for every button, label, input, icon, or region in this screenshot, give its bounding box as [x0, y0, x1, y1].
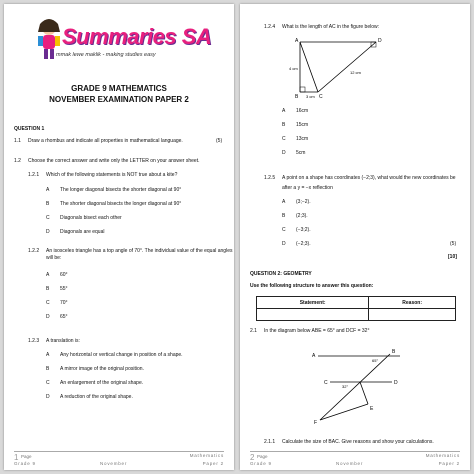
footer-paper: Paper 2: [438, 461, 460, 466]
page-footer: [250, 451, 460, 466]
angle-65: 65°: [372, 358, 379, 363]
q2-instruction: Use the following structure to answer this question:: [250, 283, 374, 289]
side-3cm: 3 cm: [306, 94, 315, 99]
footer-paper: Paper 2: [202, 461, 224, 466]
page-1: [4, 4, 234, 470]
option-text: 70°: [60, 300, 68, 306]
q1-2-4-num: 1.2.4: [264, 24, 276, 30]
footer-subject: Mathematics: [425, 453, 460, 458]
q1-2-3-text: A translation is:: [46, 338, 80, 344]
q1-1-text: Draw a rhombus and indicate all properties in mathematical language.: [28, 138, 183, 144]
footer-subject: Mathematics: [189, 453, 224, 458]
label-F: F: [314, 420, 318, 426]
statement-column-header: Statement:: [257, 297, 369, 309]
option-text: 55°: [60, 286, 68, 292]
option-letter: A: [46, 272, 50, 278]
doc-title-line1: GRADE 9 MATHEMATICS: [71, 84, 167, 93]
option-text: (3;−2).: [296, 199, 311, 205]
option-text: Diagonals are equal: [60, 229, 105, 235]
q1-2-5-num: 1.2.5: [264, 175, 276, 181]
q1-2-2-text-cont: will be:: [46, 255, 62, 261]
label-D: D: [378, 38, 382, 44]
option-text: An enlargement of the original shape.: [60, 380, 144, 386]
option-text: 15cm: [296, 122, 309, 128]
q2-1-num: 2.1: [250, 328, 257, 334]
q2-1-1-num: 2.1.1: [264, 439, 276, 445]
reason-column-header: Reason:: [369, 297, 456, 309]
option-text: 16cm: [296, 108, 309, 114]
footer-grade: Grade 9: [250, 461, 272, 466]
q1-2-marks: (5): [450, 241, 457, 247]
side-4cm: 4 cm: [289, 66, 298, 71]
page-footer: [14, 451, 224, 466]
statement-cell: [257, 309, 369, 321]
option-letter: D: [46, 229, 50, 235]
q1-2-num: 1.2: [14, 158, 21, 164]
question-1-heading: QUESTION 1: [14, 126, 45, 132]
option-text: (−2;3).: [296, 241, 311, 247]
label-A: A: [312, 353, 316, 359]
label-D: D: [394, 380, 398, 386]
footer-grade: Grade 9: [14, 461, 36, 466]
option-letter: A: [46, 352, 50, 358]
logo-tagline: mmak lewe maklik - making studies easy: [56, 52, 156, 58]
q1-total-marks: [10]: [448, 254, 457, 260]
option-text: 60°: [60, 272, 68, 278]
reason-cell: [369, 309, 456, 321]
option-text: The shorter diagonal bisects the longer diagonal at 90°: [60, 201, 182, 207]
option-letter: B: [46, 286, 50, 292]
q1-1-marks: (5): [216, 138, 223, 144]
label-C: C: [319, 94, 323, 100]
option-letter: A: [282, 199, 286, 205]
side-12cm: 12 cm: [350, 70, 361, 75]
doc-title-line2: NOVEMBER EXAMINATION PAPER 2: [49, 95, 189, 104]
q1-2-text: Choose the correct answer and write only the LETTER on your answer sheet.: [28, 158, 200, 164]
label-A: A: [295, 38, 299, 44]
statement-reason-table: [256, 296, 456, 321]
label-E: E: [370, 406, 374, 412]
q1-1-num: 1.1: [14, 138, 21, 144]
geometry-figure: [300, 342, 410, 426]
option-letter: D: [46, 314, 50, 320]
q1-2-5-text-cont: after a y = −x reflection: [282, 185, 333, 191]
question-2-heading: QUESTION 2: GEOMETRY: [250, 271, 312, 277]
option-letter: C: [282, 136, 286, 142]
option-letter: B: [282, 213, 286, 219]
label-B: B: [295, 94, 299, 100]
footer-page-number: 1: [14, 453, 19, 462]
footer-page-label: Page: [21, 454, 32, 459]
footer-month: November: [100, 461, 128, 466]
option-letter: D: [46, 394, 50, 400]
q1-2-2-num: 1.2.2: [28, 248, 40, 254]
q1-2-2-text: An isosceles triangle has a top angle of 70°. The individual value of the equal angles: [46, 248, 233, 254]
q1-2-5-text: A point on a shape has coordinates (−2;3), what would the new coordinates be: [282, 175, 456, 181]
option-text: (−3;2).: [296, 227, 311, 233]
option-letter: D: [282, 150, 286, 156]
footer-page-label: Page: [257, 454, 268, 459]
footer-month: November: [336, 461, 364, 466]
q2-1-text: In the diagram below ABE = 65° and DCF = 32°: [264, 328, 370, 334]
option-letter: D: [282, 241, 286, 247]
option-text: 65°: [60, 314, 68, 320]
option-letter: A: [46, 187, 50, 193]
angle-32: 32°: [342, 384, 349, 389]
triangle-figure: [280, 36, 390, 102]
q2-1-1-text: Calculate the size of BAC. Give reasons and show your calculations.: [282, 439, 434, 445]
option-text: Diagonals bisect each other: [60, 215, 122, 221]
option-letter: B: [46, 201, 50, 207]
option-letter: C: [46, 300, 50, 306]
option-letter: B: [282, 122, 286, 128]
option-text: The longer diagonal bisects the shorter diagonal at 90°: [60, 187, 182, 193]
option-text: 5cm: [296, 150, 306, 156]
q1-2-4-text: What is the length of AC in the figure below:: [282, 24, 379, 30]
q1-2-1-text: Which of the following statements is NOT true about a kite?: [46, 172, 178, 178]
option-text: (2;3).: [296, 213, 308, 219]
option-text: A mirror image of the original position.: [60, 366, 144, 372]
option-letter: C: [282, 227, 286, 233]
option-text: Any horizontal or vertical change in position of a shape.: [60, 352, 183, 358]
label-C: C: [324, 380, 328, 386]
page-2: [240, 4, 470, 470]
q1-2-3-num: 1.2.3: [28, 338, 40, 344]
option-letter: C: [46, 380, 50, 386]
option-letter: A: [282, 108, 286, 114]
label-B: B: [392, 349, 396, 355]
option-letter: B: [46, 366, 50, 372]
logo-text: Summaries SA: [62, 24, 212, 49]
option-text: 13cm: [296, 136, 309, 142]
option-text: A reduction of the original shape.: [60, 394, 133, 400]
option-letter: C: [46, 215, 50, 221]
footer-page-number: 2: [250, 453, 255, 462]
q1-2-1-num: 1.2.1: [28, 172, 40, 178]
